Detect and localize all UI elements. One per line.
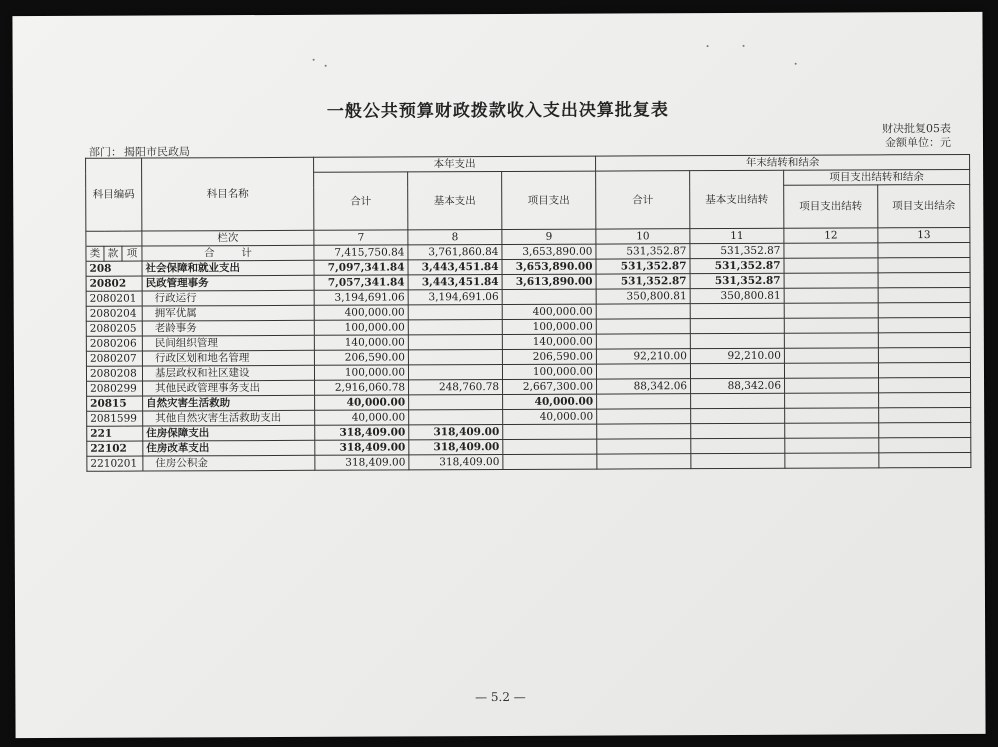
row-ye-total: 88,342.06 <box>597 379 691 394</box>
row-ye-proj-balance <box>878 302 970 317</box>
row-project: 2,667,300.00 <box>503 379 597 394</box>
row-basic: 318,409.00 <box>409 454 503 469</box>
row-ye-proj-balance <box>879 437 971 452</box>
row-ye-total: 531,352.87 <box>596 274 690 289</box>
row-ye-proj-balance <box>878 317 970 332</box>
row-ye-proj-balance <box>878 347 970 362</box>
header-project-carry: 项目支出结转和结余 <box>784 169 970 185</box>
col-index: 11 <box>690 228 784 243</box>
row-name: 社会保障和就业支出 <box>142 260 314 276</box>
row-code: 2080204 <box>86 306 142 321</box>
row-ye-basic: 92,210.00 <box>690 348 784 363</box>
form-code: 财决批复05表 <box>881 122 951 136</box>
row-ye-proj-balance <box>879 422 971 437</box>
row-total: 40,000.00 <box>315 395 409 410</box>
row-project: 3,653,890.00 <box>502 259 596 274</box>
grand-total-ye-basic: 531,352.87 <box>690 243 784 258</box>
row-code: 2081599 <box>87 411 143 426</box>
scan-speck <box>325 65 327 67</box>
header-ye-total: 合计 <box>596 171 690 229</box>
row-ye-total <box>597 394 691 409</box>
row-name: 其他民政管理事务支出 <box>143 380 315 396</box>
row-ye-total: 531,352.87 <box>596 259 690 274</box>
row-ye-proj-carry <box>784 288 878 303</box>
row-ye-proj-carry <box>784 333 878 348</box>
department-name: 揭阳市民政局 <box>123 145 191 159</box>
row-ye-proj-balance <box>878 287 970 302</box>
row-basic <box>409 394 503 409</box>
row-total: 140,000.00 <box>314 335 408 350</box>
row-basic: 248,760.78 <box>409 379 503 394</box>
row-ye-proj-carry <box>785 423 879 438</box>
row-ye-proj-carry <box>785 408 879 423</box>
header-xiang: 项 <box>122 246 142 261</box>
row-ye-proj-balance <box>879 452 971 467</box>
header-total: 合计 <box>314 172 408 230</box>
row-project: 400,000.00 <box>502 304 596 319</box>
col-index: 9 <box>502 229 596 244</box>
row-ye-basic <box>691 423 785 438</box>
row-ye-proj-carry <box>785 378 879 393</box>
row-basic <box>408 319 502 334</box>
row-ye-proj-balance <box>879 377 971 392</box>
row-total: 318,409.00 <box>315 455 409 470</box>
row-ye-proj-carry <box>784 273 878 288</box>
row-ye-basic <box>690 363 784 378</box>
row-code: 2080207 <box>86 351 142 366</box>
column-index-label: 栏次 <box>142 230 314 246</box>
row-project: 100,000.00 <box>502 364 596 379</box>
row-total: 206,590.00 <box>314 350 408 365</box>
scan-speck <box>743 45 745 47</box>
row-total: 7,097,341.84 <box>314 260 408 275</box>
row-name: 住房改革支出 <box>143 440 315 456</box>
row-total: 400,000.00 <box>314 305 408 320</box>
row-code: 20815 <box>87 396 143 411</box>
department-label: 部门： <box>88 145 123 159</box>
header-ye-proj-carry: 项目支出结转 <box>784 185 878 228</box>
row-name: 民政管理事务 <box>142 275 314 291</box>
row-ye-proj-carry <box>784 318 878 333</box>
scan-speck <box>707 45 709 47</box>
row-ye-proj-carry <box>785 453 879 468</box>
row-ye-proj-balance <box>878 257 970 272</box>
row-code: 2080299 <box>87 381 143 396</box>
row-ye-proj-carry <box>785 393 879 408</box>
row-name: 基层政权和社区建设 <box>142 365 314 381</box>
row-ye-total <box>597 454 691 469</box>
row-name: 其他自然灾害生活救助支出 <box>143 410 315 426</box>
row-basic: 3,443,451.84 <box>408 274 502 289</box>
col-index: 8 <box>408 229 502 244</box>
col-index: 12 <box>784 228 878 243</box>
row-project: 40,000.00 <box>503 394 597 409</box>
row-basic: 3,194,691.06 <box>408 289 502 304</box>
row-ye-proj-carry <box>784 348 878 363</box>
scan-speck <box>313 59 315 61</box>
row-name: 行政运行 <box>142 290 314 306</box>
grand-total-ye-total: 531,352.87 <box>596 244 690 259</box>
row-ye-total <box>597 439 691 454</box>
row-ye-basic <box>690 303 784 318</box>
header-kuan: 款 <box>104 246 122 261</box>
row-ye-basic: 88,342.06 <box>691 378 785 393</box>
row-ye-proj-carry <box>784 303 878 318</box>
grand-total-label: 合 计 <box>142 245 314 261</box>
row-total: 40,000.00 <box>315 410 409 425</box>
header-ye-basic: 基本支出结转 <box>690 170 784 228</box>
row-basic: 3,443,451.84 <box>408 259 502 274</box>
row-basic <box>408 349 502 364</box>
row-ye-basic <box>691 393 785 408</box>
row-ye-basic <box>690 333 784 348</box>
row-code: 221 <box>87 426 143 441</box>
row-total: 3,194,691.06 <box>314 290 408 305</box>
row-ye-basic <box>690 318 784 333</box>
row-project <box>503 454 597 469</box>
scan-speck <box>795 63 797 65</box>
row-code: 20802 <box>86 276 142 291</box>
row-project: 40,000.00 <box>503 409 597 424</box>
amount-unit: 金额单位：元 <box>884 136 952 150</box>
row-total: 100,000.00 <box>314 365 408 380</box>
row-ye-proj-carry <box>785 438 879 453</box>
table-row <box>87 452 971 471</box>
row-total: 7,057,341.84 <box>314 275 408 290</box>
row-project: 3,613,890.00 <box>502 274 596 289</box>
header-code: 科目编码 <box>86 158 142 231</box>
row-ye-basic <box>691 438 785 453</box>
row-project <box>503 439 597 454</box>
row-ye-total <box>597 409 691 424</box>
grand-total-basic: 3,761,860.84 <box>408 244 502 259</box>
header-lei: 类 <box>86 246 104 261</box>
row-ye-proj-balance <box>878 362 970 377</box>
row-code: 2080208 <box>86 366 142 381</box>
row-project: 140,000.00 <box>502 334 596 349</box>
row-total: 318,409.00 <box>315 440 409 455</box>
row-ye-basic: 531,352.87 <box>690 258 784 273</box>
grand-total-ye-proj-balance <box>878 242 970 257</box>
grand-total-project: 3,653,890.00 <box>502 244 596 259</box>
col-index: 7 <box>314 230 408 245</box>
table-body <box>86 257 971 471</box>
row-ye-total <box>597 424 691 439</box>
row-code: 2080201 <box>86 291 142 306</box>
document-page <box>12 12 985 738</box>
row-ye-total <box>596 304 690 319</box>
page-number: — 5.2 — <box>475 689 526 705</box>
row-basic <box>408 304 502 319</box>
row-code: 208 <box>86 261 142 276</box>
row-total: 318,409.00 <box>315 425 409 440</box>
row-code: 2080206 <box>86 336 142 351</box>
row-name: 自然灾害生活救助 <box>143 395 315 411</box>
row-ye-proj-carry <box>784 258 878 273</box>
row-name: 老龄事务 <box>142 320 314 336</box>
row-ye-total: 350,800.81 <box>596 289 690 304</box>
row-basic: 318,409.00 <box>409 439 503 454</box>
row-ye-basic: 531,352.87 <box>690 273 784 288</box>
document-title: 一般公共预算财政拨款收入支出决算批复表 <box>326 100 669 122</box>
row-basic <box>409 409 503 424</box>
header-basic: 基本支出 <box>408 171 502 229</box>
header-year-end: 年末结转和结余 <box>596 154 970 171</box>
row-ye-proj-balance <box>879 407 971 422</box>
row-total: 2,916,060.78 <box>315 380 409 395</box>
row-ye-proj-balance <box>878 272 970 287</box>
row-ye-proj-balance <box>879 392 971 407</box>
header-ye-proj-balance: 项目支出结余 <box>878 184 970 227</box>
header-current-year: 本年支出 <box>314 156 596 172</box>
row-basic: 318,409.00 <box>409 424 503 439</box>
row-project <box>502 289 596 304</box>
row-code: 2210201 <box>87 456 143 471</box>
row-ye-basic: 350,800.81 <box>690 288 784 303</box>
row-name: 民间组织管理 <box>142 335 314 351</box>
row-name: 行政区划和地名管理 <box>142 350 314 366</box>
row-name: 住房公积金 <box>143 455 315 471</box>
row-ye-total <box>596 364 690 379</box>
row-basic <box>408 364 502 379</box>
row-name: 拥军优属 <box>142 305 314 321</box>
row-code: 22102 <box>87 441 143 456</box>
budget-table <box>85 154 971 472</box>
row-ye-proj-carry <box>784 363 878 378</box>
row-ye-basic <box>691 408 785 423</box>
row-name: 住房保障支出 <box>143 425 315 441</box>
row-project <box>503 424 597 439</box>
grand-total-ye-proj-carry <box>784 243 878 258</box>
row-code: 2080205 <box>86 321 142 336</box>
col-index: 10 <box>596 229 690 244</box>
row-total: 100,000.00 <box>314 320 408 335</box>
row-ye-total <box>596 334 690 349</box>
row-ye-basic <box>691 453 785 468</box>
col-index: 13 <box>878 227 970 242</box>
row-basic <box>408 334 502 349</box>
row-ye-proj-balance <box>878 332 970 347</box>
row-ye-total <box>596 319 690 334</box>
grand-total-total: 7,415,750.84 <box>314 245 408 260</box>
row-project: 100,000.00 <box>502 319 596 334</box>
row-ye-total: 92,210.00 <box>596 349 690 364</box>
row-project: 206,590.00 <box>502 349 596 364</box>
header-project: 项目支出 <box>502 171 596 229</box>
header-name: 科目名称 <box>142 157 314 231</box>
